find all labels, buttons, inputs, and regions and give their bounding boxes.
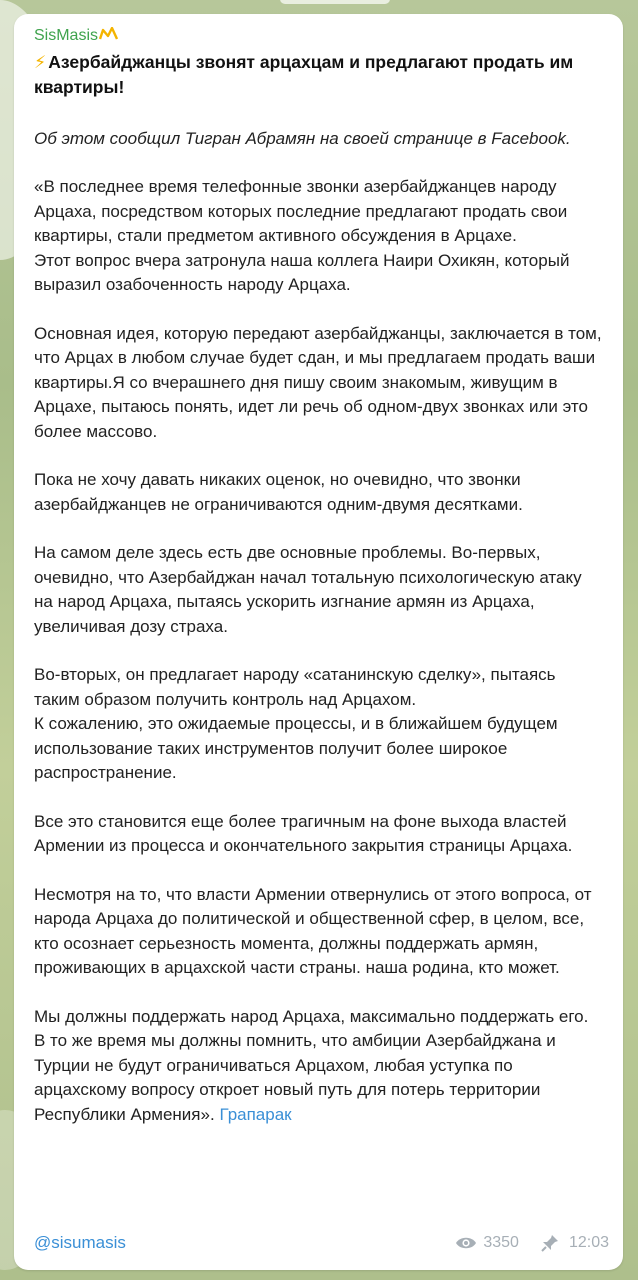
post-title xyxy=(34,50,603,100)
crown-icon xyxy=(99,27,119,41)
paragraph-line: К сожалению, это ожидаемые процессы, и в ближайшем будущем использование таких инструментов получит более широкое распространение. xyxy=(34,714,558,782)
paragraph-line: Пока не хочу давать никаких оценок, но очевидно, что звонки азербайджанцев не ограничиваются одним-двумя десятками. xyxy=(34,470,523,514)
post-subtitle: Об этом сообщил Тигран Абрамян на своей странице в Facebook. xyxy=(34,129,571,148)
message-meta xyxy=(455,1234,609,1252)
paragraph-line: Во-вторых, он предлагает народу «сатанинскую сделку», пытаясь таким образом получить контроль над Арцахом. xyxy=(34,665,556,709)
post-title-text: Азербайджанцы звонят арцахцам и предлагают продать им квартиры! xyxy=(34,52,574,97)
post-paragraph xyxy=(34,663,603,786)
view-count: 3350 xyxy=(483,1234,519,1251)
message-time: 12:03 xyxy=(568,1234,609,1251)
post-last-paragraph xyxy=(34,1005,603,1128)
message-footer xyxy=(34,1230,609,1256)
message-bubble xyxy=(14,14,623,1270)
paragraph-line: На самом деле здесь есть две основные проблемы. Во-первых, очевидно, что Азербайджан начал тотальную психологическую атаку на народ Арцаха, пытаясь ускорить изгнание армян из Арцаха, увеличивая дозу страха. xyxy=(34,543,582,636)
pin-icon xyxy=(541,1234,559,1252)
post-body xyxy=(34,175,603,981)
post-paragraph xyxy=(34,810,603,859)
paragraph-line: Все это становится еще более трагичным на фоне выхода властей Армении из процесса и окончательного закрытия страницы Арцаха. xyxy=(34,811,573,855)
channel-name[interactable] xyxy=(34,26,603,46)
paragraph-line: Основная идея, которую передают азербайджанцы, заключается в том, что Арцах в любом случае будет сдан, и мы предлагаем продать ваши квартиры.Я со вчерашнего дня пишу своим знакомым, живущим в Арцахе, пытаюсь понять, идет ли речь об одном-двух звонках или это более массово. xyxy=(34,323,602,441)
paragraph-line: Этот вопрос вчера затронула наша коллега Наири Охикян, который выразил озабоченность народу Арцаха. xyxy=(34,250,570,294)
post-paragraph xyxy=(34,468,603,517)
post-paragraph xyxy=(34,541,603,639)
last-paragraph-text: Мы должны поддержать народ Арцаха, максимально поддержать его. В то же время мы должны помнить, что амбиции Азербайджана и Турции не будут ограничиваться Арцахом, любая уступка по арцахскому вопросу откроет новый путь для потерь территории Республики Армения». xyxy=(34,1006,589,1124)
post-paragraph xyxy=(34,175,603,298)
source-link[interactable]: Грапарак xyxy=(219,1104,292,1124)
lightning-icon: ⚡ xyxy=(34,52,47,72)
previous-message-edge xyxy=(280,0,390,4)
channel-handle-link[interactable]: @sisumasis xyxy=(34,1233,126,1252)
paragraph-line: Несмотря на то, что власти Армении отвернулись от этого вопроса, от народа Арцаха до политической и общественной сфер, в целом, все, кто осознает серьезность момента, должны поддержать армян, проживающих в арцахской части страны. наша родина, кто может. xyxy=(34,884,592,977)
channel-name-text[interactable]: SisMasis xyxy=(34,27,99,44)
post-paragraph xyxy=(34,883,603,981)
post-paragraph xyxy=(34,322,603,445)
eye-icon xyxy=(455,1236,477,1250)
paragraph-line: «В последнее время телефонные звонки азербайджанцев народу Арцаха, посредством которых последние предлагают продать свои квартиры, стали предметом активного обсуждения в Арцахе. xyxy=(34,177,568,245)
